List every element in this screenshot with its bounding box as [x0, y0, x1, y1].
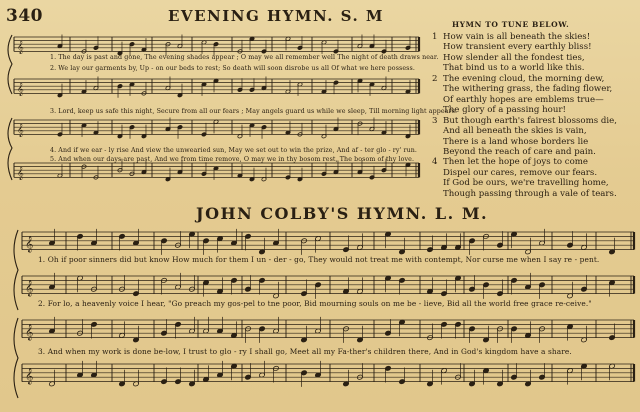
- clef-symbol: 𝄞: [25, 368, 34, 385]
- colby-verse-line: 2. For lo, a heavenly voice I hear, "Go preach my gos-pel to tne poor, Bid mourning souls on me be - lieve, Bid all the world free grace re-ceive.": [38, 299, 592, 308]
- stanza-line: Then let the hope of joys to come: [443, 157, 588, 168]
- clef-symbol: 𝄞: [17, 165, 24, 180]
- stanza-line: That bind us to a world like this.: [443, 63, 585, 74]
- brace: [14, 230, 18, 310]
- stanza-line: The evening cloud, the morning dew,: [443, 73, 605, 84]
- colby-verse-line: 1. Oh if poor sinners did but know How much for them I un - der - go, They would not treat me with contempt, Nor curse me when I say re - pent.: [38, 255, 600, 264]
- brace: [8, 118, 12, 180]
- hymn-to-tune-below-label: HYMN TO TUNE BELOW.: [452, 20, 570, 29]
- evening-verse-line: 2. We lay our garments by, Up - on our beds to rest; So death will soon disrobe us all Of what we here possess.: [50, 65, 415, 72]
- stanza-line: Dispel our cares, remove our fears.: [443, 167, 598, 178]
- clef-symbol: 𝄞: [17, 81, 24, 96]
- stanza-line: How transient every earthly bliss!: [443, 42, 592, 53]
- clef-symbol: 𝄞: [25, 324, 34, 341]
- stanza-number: 4: [432, 157, 438, 168]
- stanza-line: The glory of a passing hour!: [443, 105, 566, 116]
- stanza-line: And all beneath the skies is vain,: [443, 126, 587, 137]
- clef-symbol: 𝄞: [17, 39, 24, 54]
- john-colby-hymn-title: JOHN COLBY'S HYMN. L. M.: [196, 204, 489, 223]
- page-number: 340: [6, 6, 43, 26]
- stanza-line: Of earthly hopes are emblems true—: [443, 94, 604, 105]
- stanza-number: 2: [432, 73, 438, 84]
- stanza-line: How slender all the fondest ties,: [443, 52, 585, 63]
- clef-symbol: 𝄞: [17, 122, 24, 137]
- stanza-line: The withering grass, the fading flower,: [443, 84, 613, 95]
- evening-verse-line: 5. And when our days are past, And we from time remove, O may we in thy bosom rest, The bosom of thy love.: [50, 156, 415, 163]
- stanza-line: Beyond the reach of care and pain.: [443, 146, 596, 157]
- evening-verse-line: 1. The day is past and gone, The evening shades appear ; O may we all remember well The night of death draws near.: [50, 54, 439, 61]
- evening-verse-line: 4. And if we ear - ly rise And view the unwearied sun, May we set out to win the prize, And af - ter glo - ry' run.: [50, 147, 417, 154]
- brace: [14, 318, 18, 398]
- brace: [8, 35, 12, 94]
- stanza-number: 3: [432, 115, 438, 126]
- stanza-number: 1: [432, 32, 438, 42]
- colby-verse-line: 3. And when my work is done be-low, I trust to glo - ry I shall go, Meet all my Fa-ther's children there, And in God's kingdom have a share.: [38, 347, 572, 356]
- evening-hymn-title: EVENING HYMN. S. M: [168, 7, 385, 25]
- stanza-line: If God be ours, we're travelling home,: [443, 178, 609, 189]
- clef-symbol: 𝄞: [25, 280, 34, 297]
- stanza-line: Though passing through a vale of tears.: [443, 188, 617, 199]
- evening-verse-line: 3. Lord, keep us safe this night, Secure from all our fears ; May angels guard us while we sleep, Till morning light appears.: [50, 108, 458, 115]
- stanza-line: But though earth's fairest blossoms die,: [443, 115, 617, 126]
- stanza-line: There is a land whose borders lie: [443, 136, 589, 147]
- stanza-line: How vain is all beneath the skies!: [443, 32, 591, 42]
- clef-symbol: 𝄞: [25, 236, 34, 253]
